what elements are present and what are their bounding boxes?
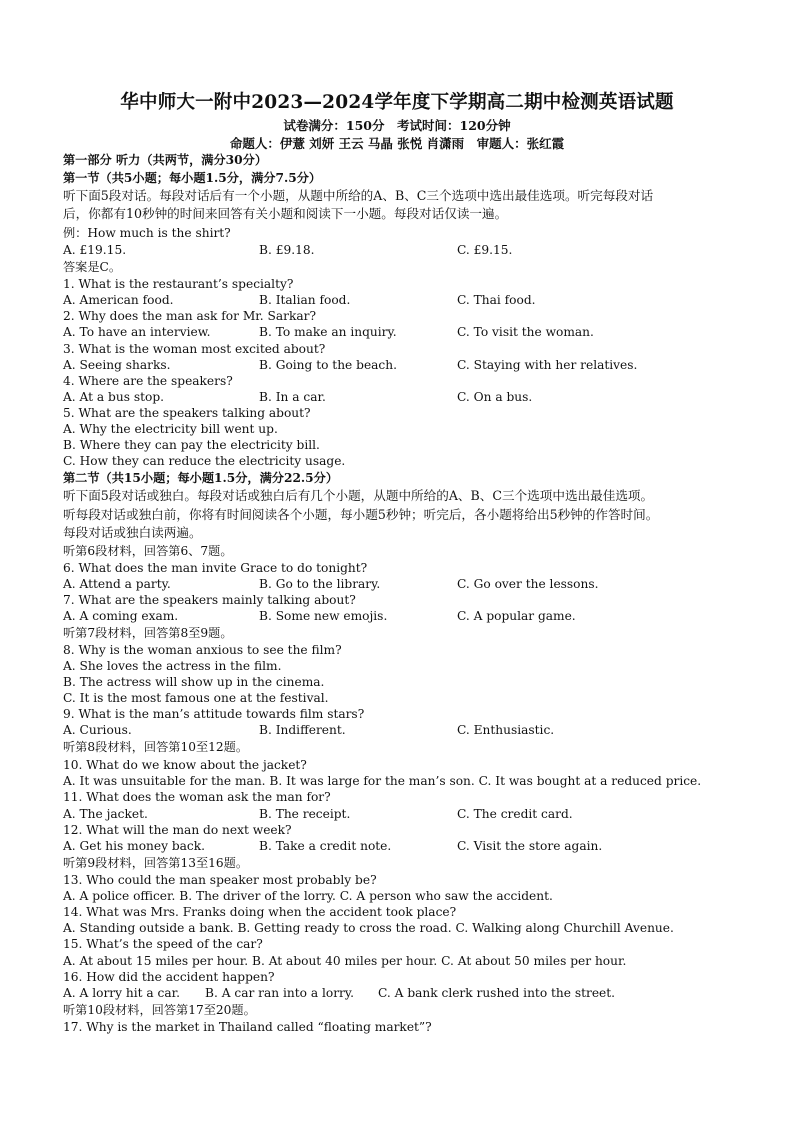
option: B. Italian food. bbox=[259, 293, 351, 307]
question: 17. Why is the market in Thailand called “floating market”? bbox=[63, 1020, 432, 1034]
question: 8. Why is the woman anxious to see the film? bbox=[63, 643, 342, 657]
options-line: A. A police officer. B. The driver of the lorry. C. A person who saw the accident. bbox=[63, 889, 553, 903]
question: 9. What is the man’s attitude towards film stars? bbox=[63, 707, 365, 721]
instruction-line: 后，你都有10秒钟的时间来回答有关小题和阅读下一小题。每段对话仅读一遍。 bbox=[63, 206, 508, 221]
option: A. A lorry hit a car. bbox=[63, 986, 180, 1000]
material-heading: 听第7段材料，回答第8至9题。 bbox=[63, 626, 233, 640]
material-heading: 听第10段材料，回答第17至20题。 bbox=[63, 1003, 256, 1017]
option: C. The credit card. bbox=[457, 807, 573, 821]
option: C. Thai food. bbox=[457, 293, 536, 307]
option: A. Why the electricity bill went up. bbox=[63, 422, 278, 436]
option: C. On a bus. bbox=[457, 390, 533, 404]
option: B. To make an inquiry. bbox=[259, 325, 397, 339]
option: C. Go over the lessons. bbox=[457, 577, 599, 591]
option: C. A bank clerk rushed into the street. bbox=[378, 986, 616, 1000]
option: B. The actress will show up in the cinema. bbox=[63, 675, 325, 689]
page-title: 华中师大一附中2023—2024学年度下学期高二期中检测英语试题 bbox=[120, 92, 674, 113]
instruction-line: 听下面5段对话或独白。每段对话或独白后有几个小题，从题中所给的A、B、C三个选项中选出最佳选项。 bbox=[63, 488, 654, 503]
question: 15. What’s the speed of the car? bbox=[63, 937, 263, 951]
option: A. To have an interview. bbox=[63, 325, 211, 339]
authors-line: 命题人：伊薏 刘妍 王云 马晶 张悦 肖潇雨 审题人：张红霞 bbox=[229, 136, 565, 151]
option: B. Go to the library. bbox=[259, 577, 381, 591]
option: A. Curious. bbox=[63, 723, 132, 737]
option: B. Indifferent. bbox=[259, 723, 346, 737]
option: C. Visit the store again. bbox=[457, 839, 603, 853]
option: C. It is the most famous one at the festival. bbox=[63, 691, 329, 705]
option: A. Attend a party. bbox=[63, 577, 171, 591]
question: 11. What does the woman ask the man for? bbox=[63, 790, 331, 804]
option: B. The receipt. bbox=[259, 807, 351, 821]
option: B. Going to the beach. bbox=[259, 358, 397, 372]
instruction-line: 听每段对话或独白前，你将有时间阅读各个小题，每小题5秒钟；听完后，各小题将给出5秒钟的作答时间。 bbox=[63, 507, 659, 522]
instruction-line: 听下面5段对话。每段对话后有一个小题，从题中所给的A、B、C三个选项中选出最佳选项。听完每段对话 bbox=[63, 188, 654, 203]
material-heading: 听第9段材料，回答第13至16题。 bbox=[63, 856, 249, 870]
question: 12. What will the man do next week? bbox=[63, 823, 292, 837]
question: 3. What is the woman most excited about? bbox=[63, 342, 326, 356]
option: A. Get his money back. bbox=[63, 839, 206, 853]
material-heading: 听第6段材料，回答第6、7题。 bbox=[63, 544, 233, 558]
option: C. A popular game. bbox=[457, 609, 576, 623]
option: A. A coming exam. bbox=[63, 609, 179, 623]
question: 16. How did the accident happen? bbox=[63, 970, 275, 984]
question: 6. What does the man invite Grace to do tonight? bbox=[63, 561, 368, 575]
question: 10. What do we know about the jacket? bbox=[63, 758, 307, 772]
instruction-line: 每段对话或独白读两遍。 bbox=[63, 525, 202, 540]
material-heading: 听第8段材料，回答第10至12题。 bbox=[63, 740, 249, 754]
option: A. Seeing sharks. bbox=[63, 358, 171, 372]
options-line: A. Standing outside a bank. B. Getting ready to cross the road. C. Walking along Churchill Avenue. bbox=[63, 921, 674, 935]
question: 14. What was Mrs. Franks doing when the accident took place? bbox=[63, 905, 457, 919]
options-line: A. It was unsuitable for the man. B. It was large for the man’s son. C. It was bought at a reduced price. bbox=[63, 774, 702, 788]
option: C. Enthusiastic. bbox=[457, 723, 555, 737]
option: B. Take a credit note. bbox=[259, 839, 392, 853]
option: C. Staying with her relatives. bbox=[457, 358, 638, 372]
options-line: A. At about 15 miles per hour. B. At about 40 miles per hour. C. At about 50 miles per hour. bbox=[63, 954, 627, 968]
example-option: C. £9.15. bbox=[457, 243, 513, 257]
option: C. How they can reduce the electricity usage. bbox=[63, 454, 346, 468]
option: A. At a bus stop. bbox=[63, 390, 164, 404]
exam-meta: 试卷满分：150分 考试时间：120分钟 bbox=[283, 118, 511, 133]
question: 13. Who could the man speaker most probably be? bbox=[63, 873, 377, 887]
option: B. Where they can pay the electricity bill. bbox=[63, 438, 320, 452]
part1-heading: 第一部分 听力（共两节，满分30分） bbox=[63, 153, 268, 167]
section1-heading: 第一节（共5小题；每小题1.5分，满分7.5分） bbox=[63, 171, 322, 185]
question: 7. What are the speakers mainly talking about? bbox=[63, 593, 356, 607]
question: 2. Why does the man ask for Mr. Sarkar? bbox=[63, 309, 316, 323]
option: A. She loves the actress in the film. bbox=[63, 659, 282, 673]
example-question: 例：How much is the shirt? bbox=[63, 226, 231, 240]
question: 5. What are the speakers talking about? bbox=[63, 406, 311, 420]
option: B. In a car. bbox=[259, 390, 326, 404]
example-answer: 答案是C。 bbox=[63, 260, 122, 274]
option: C. To visit the woman. bbox=[457, 325, 594, 339]
example-option: B. £9.18. bbox=[259, 243, 315, 257]
option: A. The jacket. bbox=[63, 807, 148, 821]
option: B. Some new emojis. bbox=[259, 609, 388, 623]
question: 4. Where are the speakers? bbox=[63, 374, 233, 388]
option: A. American food. bbox=[63, 293, 174, 307]
option: B. A car ran into a lorry. bbox=[205, 986, 355, 1000]
example-option: A. £19.15. bbox=[63, 243, 127, 257]
question: 1. What is the restaurant’s specialty? bbox=[63, 277, 294, 291]
section2-heading: 第二节（共15小题；每小题1.5分，满分22.5分） bbox=[63, 471, 339, 485]
